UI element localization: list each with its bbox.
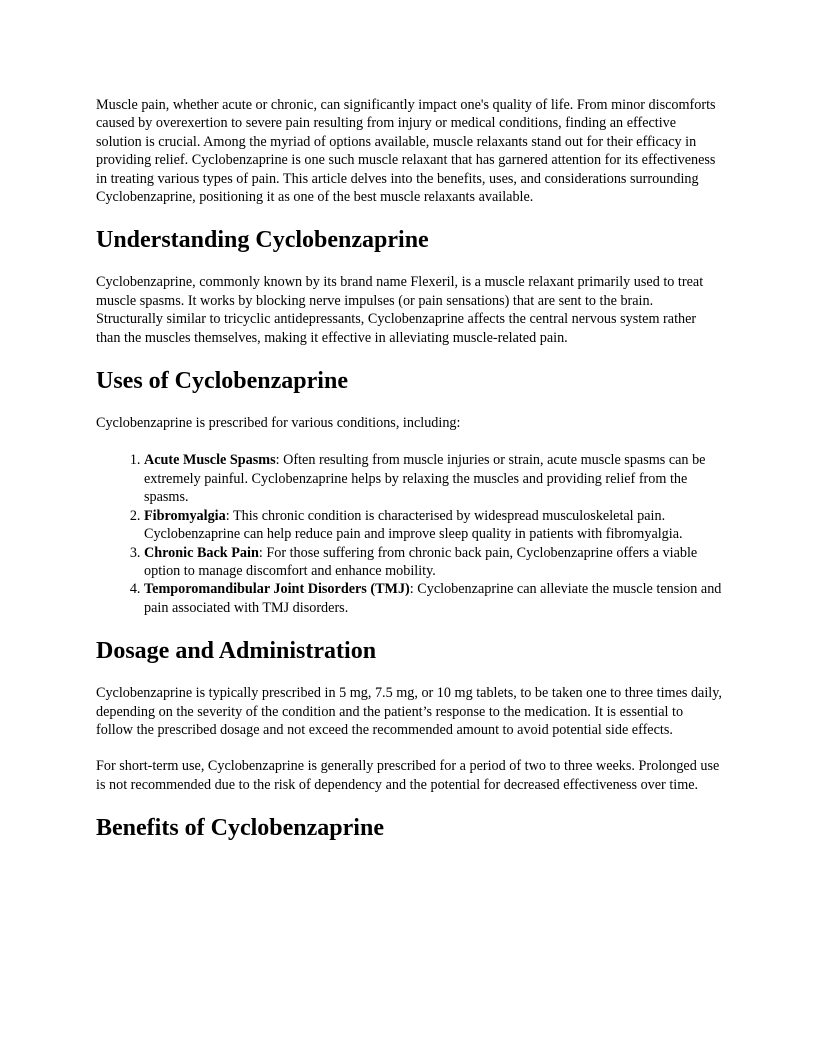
list-item-term: Fibromyalgia <box>144 507 226 524</box>
heading-dosage: Dosage and Administration <box>96 638 377 665</box>
list-item-description: : This chronic condition is characterised by widespread musculoskeletal pain. Cyclobenzaprine can help reduce pain and improve sleep quality in patients with fibromyalgia. <box>144 507 683 543</box>
heading-understanding: Understanding Cyclobenzaprine <box>96 227 429 254</box>
heading-uses: Uses of Cyclobenzaprine <box>96 368 348 395</box>
list-item <box>144 544 722 581</box>
list-item-term: Acute Muscle Spasms <box>144 452 276 469</box>
dosage-paragraph-1: Cyclobenzaprine is typically prescribed in 5 mg, 7.5 mg, or 10 mg tablets, to be taken one to three times daily, depending on the severity of the condition and the patient’s response to the medication. It is essential to follow the prescribed dosage and not exceed the recommended amount to avoid potential side effects. <box>96 685 722 738</box>
list-item-term: Temporomandibular Joint Disorders (TMJ) <box>144 581 410 598</box>
list-item-description: : For those suffering from chronic back pain, Cyclobenzaprine offers a viable option to manage discomfort and enhance mobility. <box>144 544 698 579</box>
understanding-paragraph: Cyclobenzaprine, commonly known by its brand name Flexeril, is a muscle relaxant primarily used to treat muscle spasms. It works by blocking nerve impulses (or pain sensations) that are sent to the brain. Structurally similar to tricyclic antidepressants, Cyclobenzaprine affects the central nervous system rather than the muscles themselves, making it effective in alleviating muscle-related pain. <box>96 274 704 346</box>
list-item <box>144 507 722 544</box>
list-item-description: : Cyclobenzaprine can alleviate the muscle tension and pain associated with TMJ disorders. <box>144 581 722 616</box>
list-item-description: : Often resulting from muscle injuries or strain, acute muscle spasms can be extremely painful. Cyclobenzaprine helps by relaxing the muscles and providing relief from the spasms. <box>144 452 706 506</box>
document-page <box>96 96 722 842</box>
dosage-paragraph-2: For short-term use, Cyclobenzaprine is generally prescribed for a period of two to three weeks. Prolonged use is not recommended due to the risk of dependency and the potential for decreased effectiveness over time. <box>96 758 720 793</box>
list-item <box>144 580 722 617</box>
list-item <box>144 451 722 506</box>
list-item-term: Chronic Back Pain <box>144 544 259 561</box>
intro-paragraph: Muscle pain, whether acute or chronic, can significantly impact one's quality of life. From minor discomforts caused by overexertion to severe pain resulting from injury or medical conditions, finding an effective solution is crucial. Among the myriad of options available, muscle relaxants stand out for their efficacy in providing relief. Cyclobenzaprine is one such muscle relaxant that has garnered attention for its effectiveness in treating various types of pain. This article delves into the benefits, uses, and considerations surrounding Cyclobenzaprine, positioning it as one of the best muscle relaxants available. <box>96 97 716 206</box>
uses-intro-paragraph: Cyclobenzaprine is prescribed for various conditions, including: <box>96 415 461 432</box>
heading-benefits: Benefits of Cyclobenzaprine <box>96 815 384 842</box>
uses-list <box>96 451 722 617</box>
